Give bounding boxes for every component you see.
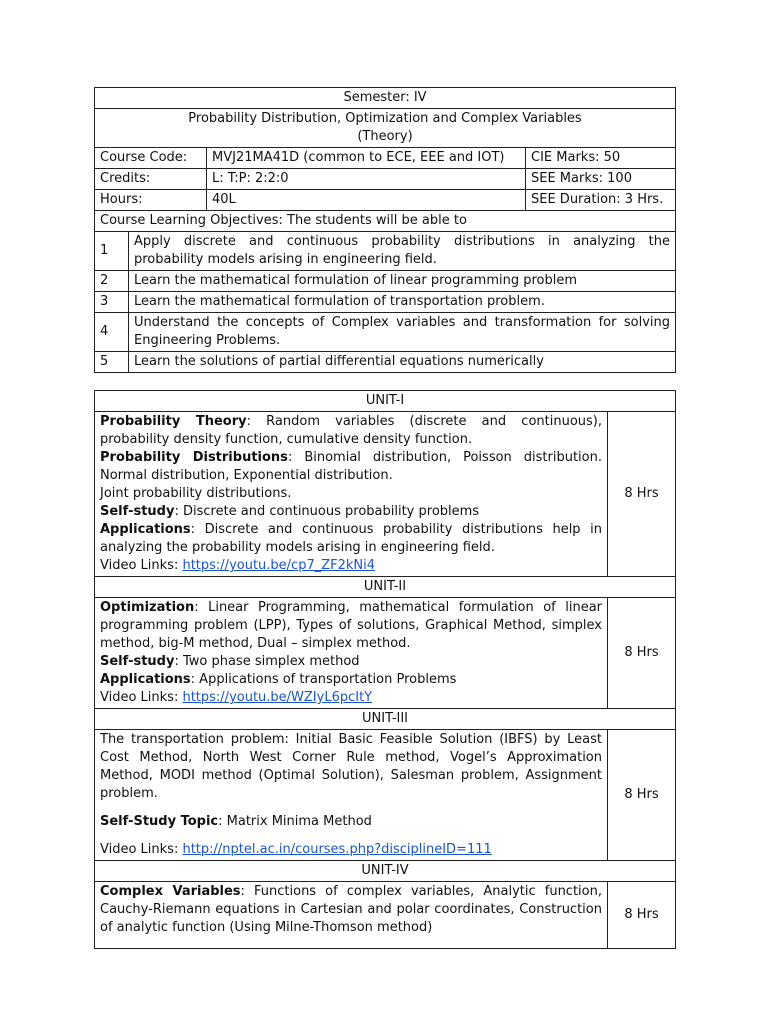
course-info-table [94,87,676,373]
unit-3-title: UNIT-III [95,709,676,730]
unit-1-content [95,412,608,577]
objective-text: Understand the concepts of Complex variables and transformation for solving Engineering Problems. [129,313,676,352]
unit-3-content [95,730,608,861]
self-study-text: : Discrete and continuous probability problems [174,504,480,519]
video-links-label: Video Links: [100,690,183,705]
video-link[interactable]: https://youtu.be/cp7_ZF2kNi4 [182,558,376,573]
joint-distributions-text: Joint probability distributions. [100,486,292,501]
optimization-label: Optimization [100,600,195,615]
probability-distributions-label: Probability Distributions [100,450,288,465]
objective-number: 5 [95,352,129,373]
semester-heading: Semester: IV [95,88,676,109]
credits-value: L: T:P: 2:2:0 [207,169,526,190]
unit-4-content [95,882,608,949]
course-title-line1: Probability Distribution, Optimization and Complex Variables [188,111,582,126]
objective-row [95,232,676,271]
objective-number: 3 [95,292,129,313]
hours-label: Hours: [95,190,207,211]
objective-number: 1 [95,232,129,271]
self-study-topic-label: Self-Study Topic [100,814,219,829]
probability-theory-label: Probability Theory [100,414,247,429]
objective-text: Learn the mathematical formulation of linear programming problem [129,271,676,292]
self-study-label: Self-study [100,654,175,669]
video-links-label: Video Links: [100,842,183,857]
transportation-text: The transportation problem: Initial Basic Feasible Solution (IBFS) by Least Cost Method, North West Corner Rule method, Vogel’s Approximation Method, MODI method (Optimal Solution), Salesman problem, Assignment problem. [100,732,602,801]
unit-1-title: UNIT-I [95,391,676,412]
optimization-text: : Linear Programming, mathematical formulation of linear programming problem (LPP), Types of solutions, Graphical Method, simplex method, big-M method, Dual – simplex method. [100,600,602,651]
self-study-text: : Two phase simplex method [174,654,360,669]
self-study-label: Self-study [100,504,175,519]
objective-text: Apply discrete and continuous probability distributions in analyzing the probability models arising in engineering field. [129,232,676,271]
course-code-value: MVJ21MA41D (common to ECE, EEE and IOT) [207,148,526,169]
video-links-label: Video Links: [100,558,183,573]
objective-number: 2 [95,271,129,292]
video-link[interactable]: http://nptel.ac.in/courses.php?disciplineID=111 [182,842,492,857]
self-study-topic-text: : Matrix Minima Method [218,814,372,829]
unit-2-hours: 8 Hrs [608,598,676,709]
applications-text: : Discrete and continuous probability distributions help in analyzing the probability models arising in engineering field. [100,522,602,555]
objectives-heading: Course Learning Objectives: The students will be able to [95,211,676,232]
hours-value: 40L [207,190,526,211]
see-duration: SEE Duration: 3 Hrs. [526,190,676,211]
units-table [94,390,676,949]
objective-row [95,313,676,352]
video-link[interactable]: https://youtu.be/WZIyL6pcItY [182,690,373,705]
applications-label: Applications [100,672,191,687]
unit-1-hours: 8 Hrs [608,412,676,577]
unit-3-hours: 8 Hrs [608,730,676,861]
unit-2-content [95,598,608,709]
credits-label: Credits: [95,169,207,190]
objective-row [95,292,676,313]
probability-theory-text: : Random variables (discrete and continuous), probability density function, cumulative density function. [100,414,602,447]
applications-text: : Applications of transportation Problems [190,672,457,687]
objective-row [95,352,676,373]
probability-distributions-text: : Binomial distribution, Poisson distribution. Normal distribution, Exponential distribution. [100,450,602,483]
objective-number: 4 [95,313,129,352]
course-code-label: Course Code: [95,148,207,169]
complex-variables-text: : Functions of complex variables, Analytic function, Cauchy-Riemann equations in Cartesian and polar coordinates, Construction of analytic function (Using Milne-Thomson method) [100,884,602,935]
applications-label: Applications [100,522,191,537]
see-marks: SEE Marks: 100 [526,169,676,190]
unit-4-hours: 8 Hrs [608,882,676,949]
objective-row [95,271,676,292]
complex-variables-label: Complex Variables [100,884,241,899]
unit-2-title: UNIT-II [95,577,676,598]
objective-text: Learn the mathematical formulation of transportation problem. [129,292,676,313]
course-title [95,109,676,148]
objective-text: Learn the solutions of partial differential equations numerically [129,352,676,373]
unit-4-title: UNIT-IV [95,861,676,882]
cie-marks: CIE Marks: 50 [526,148,676,169]
course-title-line2: (Theory) [357,129,413,144]
